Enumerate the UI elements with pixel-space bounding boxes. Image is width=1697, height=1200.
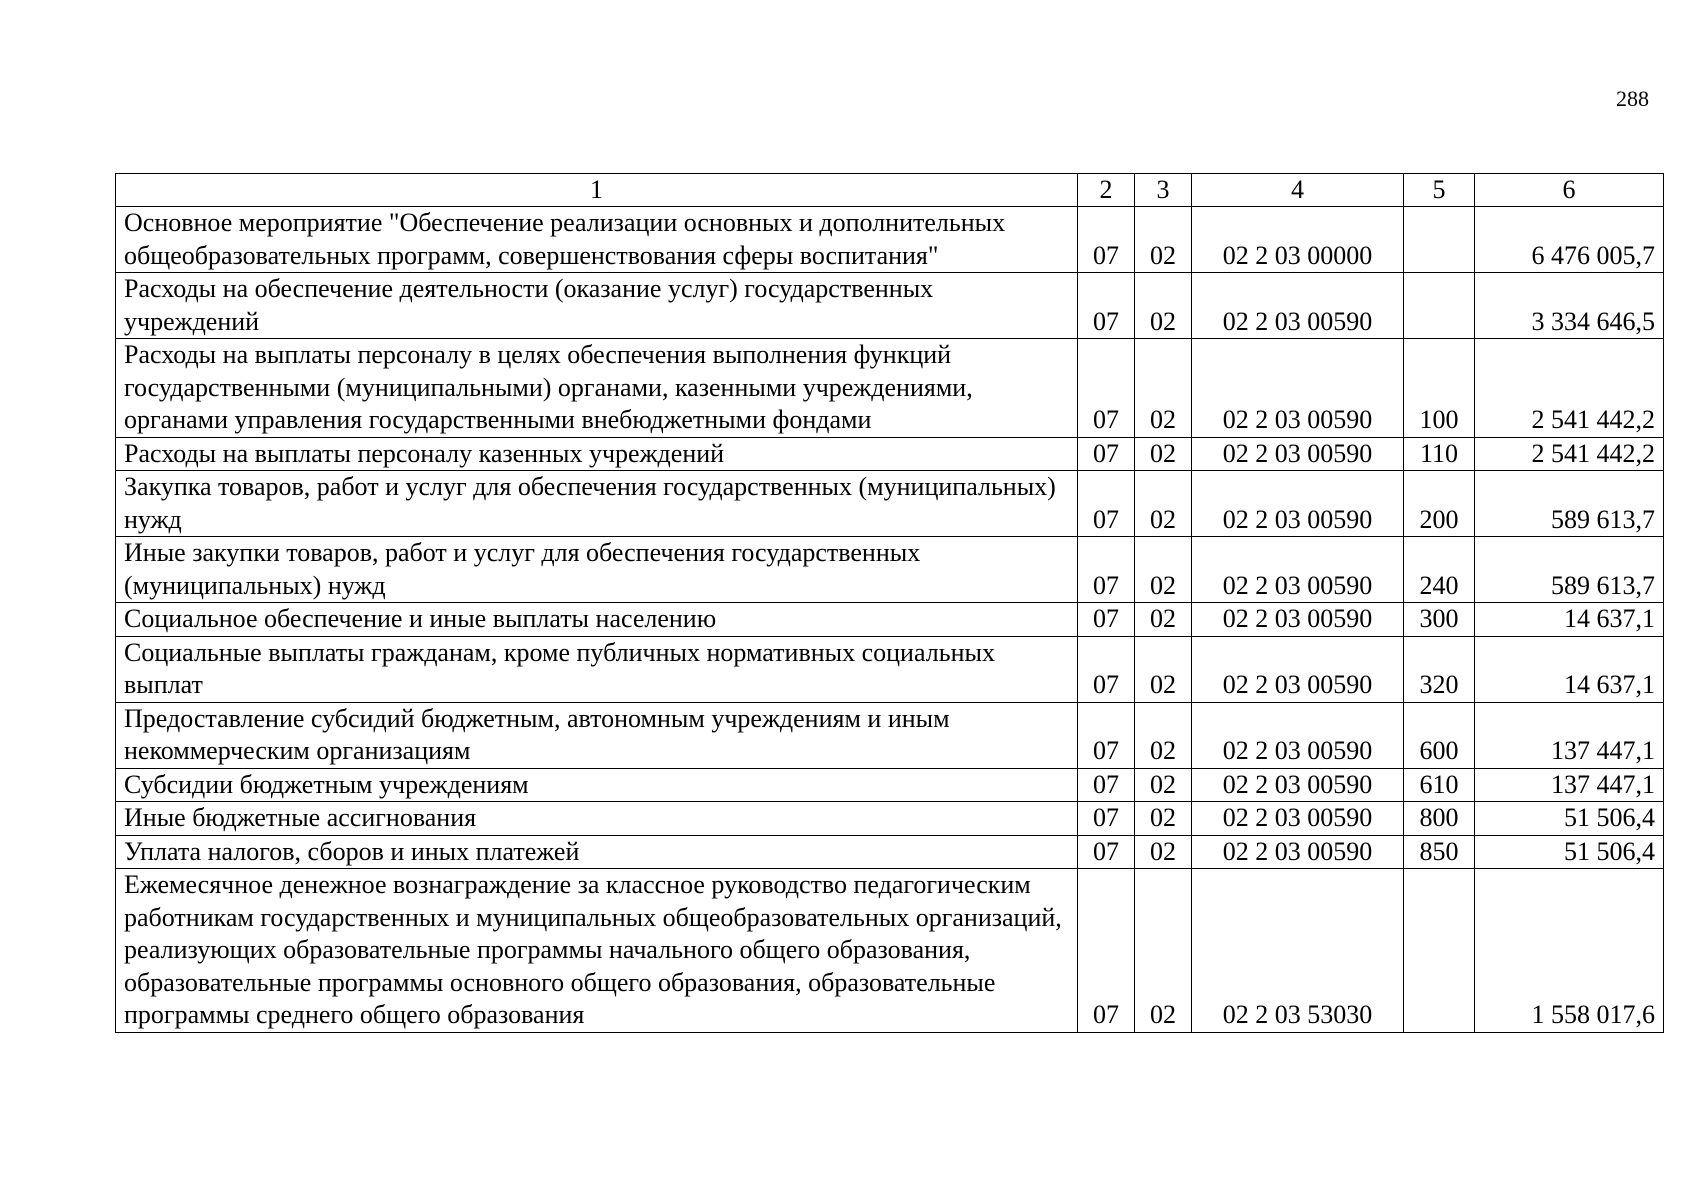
row-amount-cell: 137 447,1: [1475, 768, 1664, 802]
row-subsection-cell: 02: [1135, 471, 1192, 537]
row-section-cell: 07: [1078, 835, 1135, 869]
table-row: [116, 869, 1664, 1033]
row-amount-cell: 14 637,1: [1475, 636, 1664, 702]
row-section-cell: 07: [1078, 603, 1135, 637]
table-row: [116, 768, 1664, 802]
row-expense-type-cell: [1404, 207, 1475, 273]
row-target-article-cell: 02 2 03 00590: [1192, 802, 1404, 836]
row-amount-cell: 6 476 005,7: [1475, 207, 1664, 273]
table-row: [116, 702, 1664, 768]
row-subsection-cell: 02: [1135, 835, 1192, 869]
row-expense-type-cell: 110: [1404, 437, 1475, 471]
page-number: 288: [1616, 86, 1649, 111]
row-name-cell: Иные бюджетные ассигнования: [116, 802, 1078, 836]
table-row: [116, 835, 1664, 869]
row-section-cell: 07: [1078, 471, 1135, 537]
row-subsection-cell: 02: [1135, 537, 1192, 603]
row-amount-cell: 137 447,1: [1475, 702, 1664, 768]
row-subsection-cell: 02: [1135, 636, 1192, 702]
row-target-article-cell: 02 2 03 00590: [1192, 636, 1404, 702]
row-expense-type-cell: 300: [1404, 603, 1475, 637]
header-col-1: 1: [116, 174, 1078, 207]
budget-table: [115, 173, 1664, 1033]
table-row: [116, 802, 1664, 836]
row-expense-type-cell: 600: [1404, 702, 1475, 768]
row-subsection-cell: 02: [1135, 339, 1192, 438]
table-row: [116, 537, 1664, 603]
row-subsection-cell: 02: [1135, 802, 1192, 836]
table-header-row: [116, 174, 1664, 207]
row-name-cell: Социальное обеспечение и иные выплаты населению: [116, 603, 1078, 637]
row-name-cell: Уплата налогов, сборов и иных платежей: [116, 835, 1078, 869]
row-expense-type-cell: 610: [1404, 768, 1475, 802]
row-name-cell: Субсидии бюджетным учреждениям: [116, 768, 1078, 802]
row-target-article-cell: 02 2 03 00590: [1192, 273, 1404, 339]
row-section-cell: 07: [1078, 636, 1135, 702]
row-expense-type-cell: [1404, 273, 1475, 339]
row-target-article-cell: 02 2 03 00590: [1192, 835, 1404, 869]
row-amount-cell: 51 506,4: [1475, 835, 1664, 869]
row-section-cell: 07: [1078, 869, 1135, 1033]
row-expense-type-cell: [1404, 869, 1475, 1033]
row-amount-cell: 14 637,1: [1475, 603, 1664, 637]
row-target-article-cell: 02 2 03 00590: [1192, 339, 1404, 438]
row-expense-type-cell: 850: [1404, 835, 1475, 869]
row-section-cell: 07: [1078, 537, 1135, 603]
header-col-4: 4: [1192, 174, 1404, 207]
row-subsection-cell: 02: [1135, 207, 1192, 273]
row-amount-cell: 2 541 442,2: [1475, 339, 1664, 438]
row-target-article-cell: 02 2 03 00590: [1192, 471, 1404, 537]
row-expense-type-cell: 320: [1404, 636, 1475, 702]
row-section-cell: 07: [1078, 273, 1135, 339]
row-section-cell: 07: [1078, 702, 1135, 768]
row-name-cell: Расходы на выплаты персоналу в целях обеспечения выполнения функций государственными (муниципальными) органами, казенными учреждениями, органами управления государственными внебюджетными фондами: [116, 339, 1078, 438]
row-target-article-cell: 02 2 03 00590: [1192, 537, 1404, 603]
row-section-cell: 07: [1078, 437, 1135, 471]
row-section-cell: 07: [1078, 768, 1135, 802]
row-section-cell: 07: [1078, 339, 1135, 438]
row-target-article-cell: 02 2 03 00590: [1192, 603, 1404, 637]
row-target-article-cell: 02 2 03 00590: [1192, 768, 1404, 802]
row-amount-cell: 589 613,7: [1475, 471, 1664, 537]
row-subsection-cell: 02: [1135, 768, 1192, 802]
row-section-cell: 07: [1078, 207, 1135, 273]
header-col-6: 6: [1475, 174, 1664, 207]
row-subsection-cell: 02: [1135, 869, 1192, 1033]
table-body: [116, 207, 1664, 1033]
row-amount-cell: 2 541 442,2: [1475, 437, 1664, 471]
row-section-cell: 07: [1078, 802, 1135, 836]
row-expense-type-cell: 800: [1404, 802, 1475, 836]
row-subsection-cell: 02: [1135, 437, 1192, 471]
table-row: [116, 273, 1664, 339]
table-row: [116, 207, 1664, 273]
row-expense-type-cell: 100: [1404, 339, 1475, 438]
row-amount-cell: 1 558 017,6: [1475, 869, 1664, 1033]
table-row: [116, 603, 1664, 637]
row-name-cell: Иные закупки товаров, работ и услуг для обеспечения государственных (муниципальных) нужд: [116, 537, 1078, 603]
header-col-5: 5: [1404, 174, 1475, 207]
table-row: [116, 471, 1664, 537]
row-amount-cell: 51 506,4: [1475, 802, 1664, 836]
header-col-2: 2: [1078, 174, 1135, 207]
row-name-cell: Ежемесячное денежное вознаграждение за классное руководство педагогическим работникам государственных и муниципальных общеобразовательных организаций, реализующих образовательные программы начального общего образования, образовательные программы основного общего образования, образовательные программы среднего общего образования: [116, 869, 1078, 1033]
row-name-cell: Основное мероприятие "Обеспечение реализации основных и дополнительных общеобразовательных программ, совершенствования сферы воспитания": [116, 207, 1078, 273]
row-name-cell: Расходы на выплаты персоналу казенных учреждений: [116, 437, 1078, 471]
table-row: [116, 437, 1664, 471]
row-expense-type-cell: 200: [1404, 471, 1475, 537]
row-name-cell: Закупка товаров, работ и услуг для обеспечения государственных (муниципальных) нужд: [116, 471, 1078, 537]
row-target-article-cell: 02 2 03 53030: [1192, 869, 1404, 1033]
row-expense-type-cell: 240: [1404, 537, 1475, 603]
row-target-article-cell: 02 2 03 00590: [1192, 702, 1404, 768]
row-target-article-cell: 02 2 03 00590: [1192, 437, 1404, 471]
table-row: [116, 636, 1664, 702]
row-name-cell: Расходы на обеспечение деятельности (оказание услуг) государственных учреждений: [116, 273, 1078, 339]
row-subsection-cell: 02: [1135, 603, 1192, 637]
row-name-cell: Предоставление субсидий бюджетным, автономным учреждениям и иным некоммерческим организациям: [116, 702, 1078, 768]
row-amount-cell: 3 334 646,5: [1475, 273, 1664, 339]
table-row: [116, 339, 1664, 438]
header-col-3: 3: [1135, 174, 1192, 207]
row-subsection-cell: 02: [1135, 702, 1192, 768]
row-subsection-cell: 02: [1135, 273, 1192, 339]
row-name-cell: Социальные выплаты гражданам, кроме публичных нормативных социальных выплат: [116, 636, 1078, 702]
row-amount-cell: 589 613,7: [1475, 537, 1664, 603]
row-target-article-cell: 02 2 03 00000: [1192, 207, 1404, 273]
